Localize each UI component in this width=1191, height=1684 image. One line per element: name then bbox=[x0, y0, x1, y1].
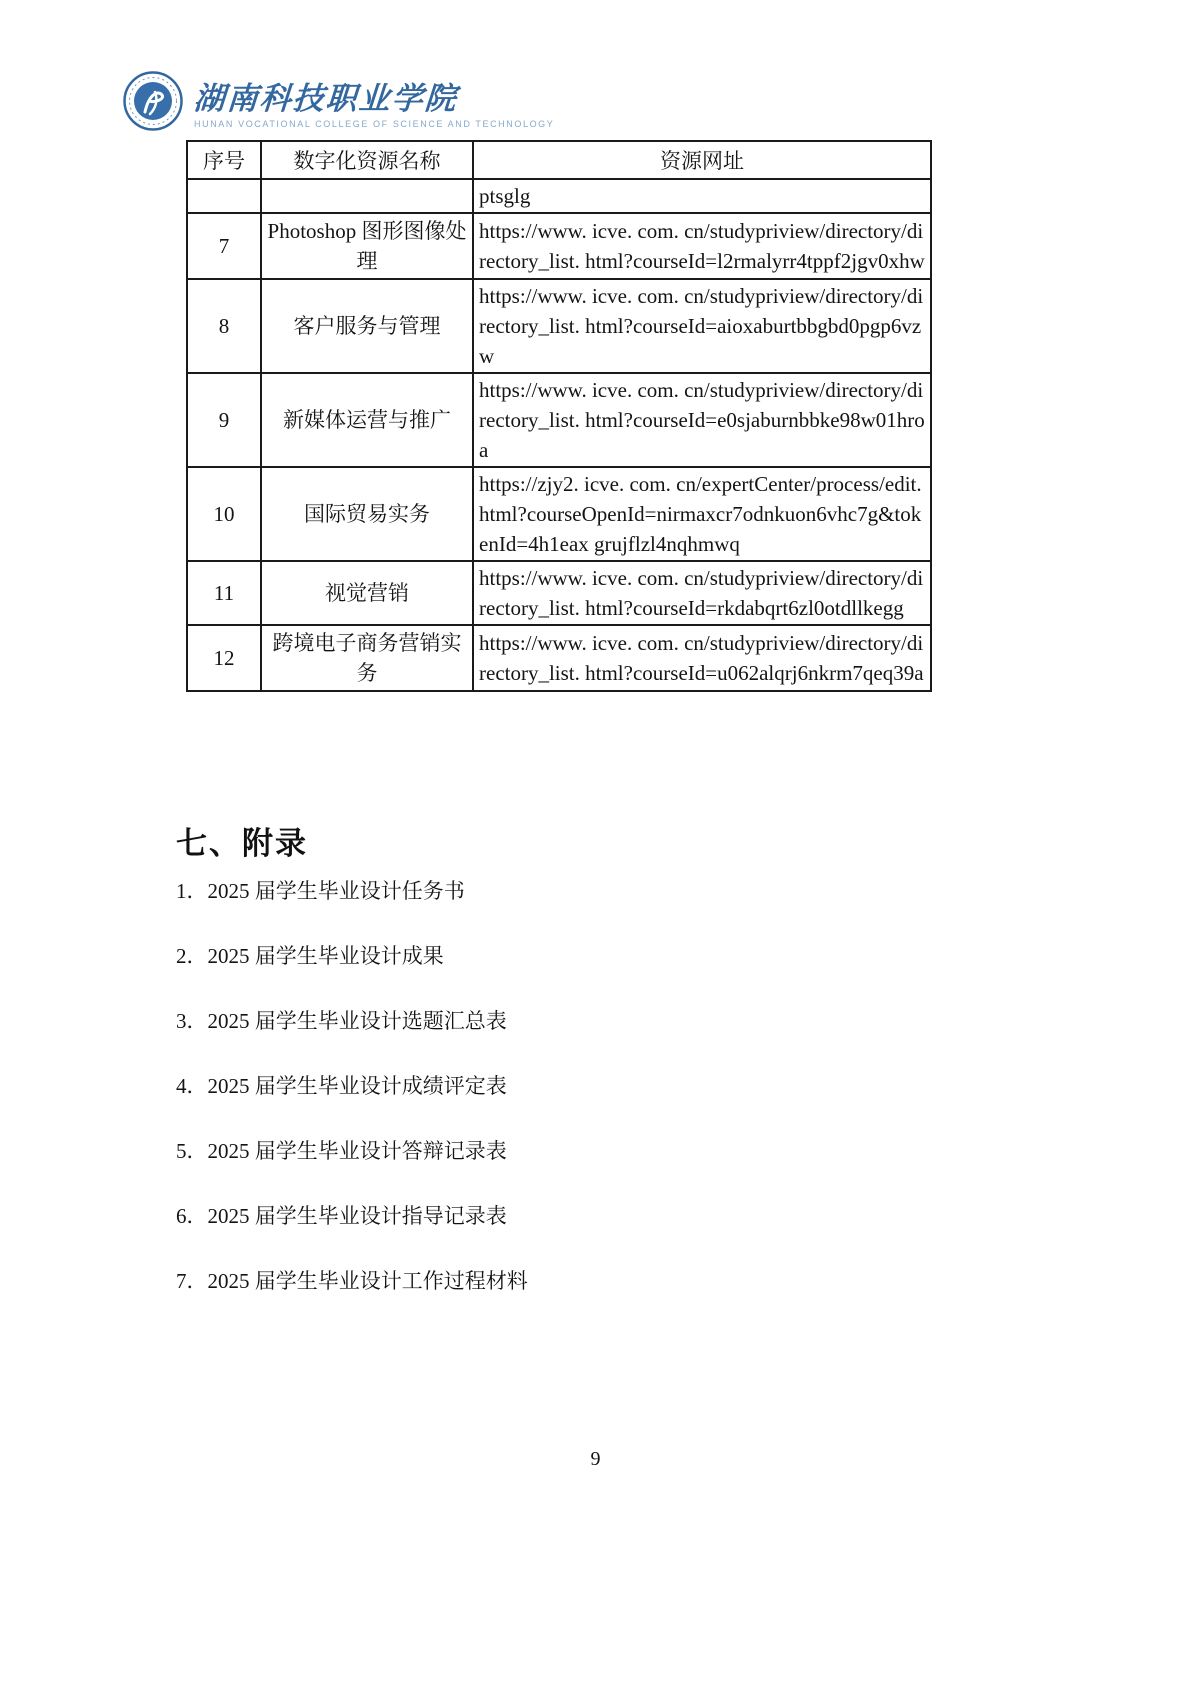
cell-index: 9 bbox=[187, 373, 261, 467]
cell-resource-url: https://www. icve. com. cn/studypriview/directory/directory_list. html?courseId=rkdabqrt6zl0otdllkegg bbox=[473, 561, 931, 625]
appendix-item: 2．2025 届学生毕业设计成果 bbox=[176, 944, 444, 968]
col-header-resource-name: 数字化资源名称 bbox=[261, 141, 473, 179]
appendix-heading: 七、附录 bbox=[176, 826, 308, 861]
digital-resources-table bbox=[186, 140, 932, 692]
appendix-item: 7．2025 届学生毕业设计工作过程材料 bbox=[176, 1269, 528, 1293]
table-row bbox=[187, 213, 931, 279]
table-header-row bbox=[187, 141, 931, 179]
table-row bbox=[187, 467, 931, 561]
table-row bbox=[187, 179, 931, 213]
cell-resource-url: https://www. icve. com. cn/studypriview/directory/directory_list. html?courseId=u062alqrj6nkrm7qeq39a bbox=[473, 625, 931, 691]
cell-index: 8 bbox=[187, 279, 261, 373]
appendix-item: 6．2025 届学生毕业设计指导记录表 bbox=[176, 1204, 507, 1228]
college-emblem-icon bbox=[122, 70, 184, 132]
table-row bbox=[187, 279, 931, 373]
cell-resource-url: https://www. icve. com. cn/studypriview/directory/directory_list. html?courseId=l2rmalyrr4tppf2jgv0xhw bbox=[473, 213, 931, 279]
cell-resource-name: 跨境电子商务营销实务 bbox=[261, 625, 473, 691]
cell-index: 11 bbox=[187, 561, 261, 625]
cell-resource-url: ptsglg bbox=[473, 179, 931, 213]
table-row bbox=[187, 561, 931, 625]
cell-index: 10 bbox=[187, 467, 261, 561]
cell-resource-name: 国际贸易实务 bbox=[261, 467, 473, 561]
cell-index: 12 bbox=[187, 625, 261, 691]
appendix-item: 4．2025 届学生毕业设计成绩评定表 bbox=[176, 1074, 507, 1098]
cell-index: 7 bbox=[187, 213, 261, 279]
appendix-list bbox=[176, 880, 936, 1335]
table-row bbox=[187, 625, 931, 691]
cell-resource-url: https://www. icve. com. cn/studypriview/directory/directory_list. html?courseId=aioxaburtbbgbd0pgp6vzw bbox=[473, 279, 931, 373]
cell-resource-name: 新媒体运营与推广 bbox=[261, 373, 473, 467]
college-name-english: HUNAN VOCATIONAL COLLEGE OF SCIENCE AND TECHNOLOGY bbox=[194, 119, 555, 129]
college-logo bbox=[122, 70, 554, 132]
college-name-block bbox=[194, 73, 554, 129]
page-number: 9 bbox=[590, 1448, 601, 1470]
cell-resource-name: 客户服务与管理 bbox=[261, 279, 473, 373]
cell-resource-url: https://zjy2. icve. com. cn/expertCenter/process/edit. html?courseOpenId=nirmaxcr7odnkuon6vhc7g&tokenId=4h1eax grujflzl4nqhmwq bbox=[473, 467, 931, 561]
cell-resource-name bbox=[261, 179, 473, 213]
table-row bbox=[187, 373, 931, 467]
college-name-chinese: 湖南科技职业学院 bbox=[192, 81, 460, 116]
cell-resource-url: https://www. icve. com. cn/studypriview/directory/directory_list. html?courseId=e0sjaburnbbke98w01hroa bbox=[473, 373, 931, 467]
cell-resource-name: Photoshop 图形图像处理 bbox=[261, 213, 473, 279]
appendix-item: 5．2025 届学生毕业设计答辩记录表 bbox=[176, 1139, 507, 1163]
appendix-item: 1．2025 届学生毕业设计任务书 bbox=[176, 879, 465, 903]
appendix-item: 3．2025 届学生毕业设计选题汇总表 bbox=[176, 1009, 507, 1033]
cell-resource-name: 视觉营销 bbox=[261, 561, 473, 625]
col-header-index: 序号 bbox=[187, 141, 261, 179]
col-header-resource-url: 资源网址 bbox=[473, 141, 931, 179]
cell-index bbox=[187, 179, 261, 213]
